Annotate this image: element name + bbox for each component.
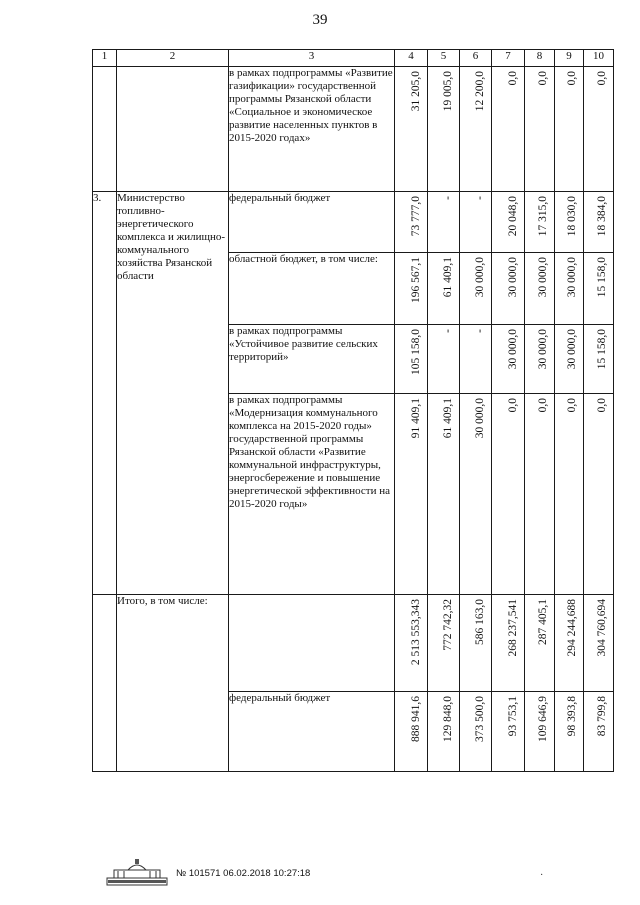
value-cell: 30 000,0: [555, 325, 584, 394]
row-description: в рамках подпрограммы «Развитие газификации» государственной программы Рязанской области «Социальное и экономическое развитие населенных пунктов в 2015-2020 годах»: [229, 67, 395, 192]
value-cell: 0,0: [492, 394, 525, 595]
value-cell: 20 048,0: [492, 192, 525, 253]
value-cell: -: [428, 192, 460, 253]
value-cell: 30 000,0: [492, 253, 525, 325]
document-footer: [106, 858, 506, 888]
value-cell: 586 163,0: [460, 595, 492, 692]
col-header: 2: [117, 50, 229, 67]
page-number: 39: [312, 12, 328, 28]
value-cell: 0,0: [525, 67, 555, 192]
value-cell: 15 158,0: [584, 325, 614, 394]
row-description: [229, 595, 395, 692]
row-description: в рамках подпрограммы «Модернизация коммунального комплекса на 2015-2020 годы» государственной программы Рязанской области «Развитие коммунальной инфраструктуры, энергосбережение и повышение энергетической эффективности на 2015-2020 годы»: [229, 394, 395, 595]
value-cell: 18 030,0: [555, 192, 584, 253]
value-cell: 12 200,0: [460, 67, 492, 192]
budget-table: [92, 49, 614, 772]
value-cell: 0,0: [555, 394, 584, 595]
row-description: в рамках подпрограммы «Устойчивое развитие сельских территорий»: [229, 325, 395, 394]
total-label: Итого, в том числе:: [117, 595, 229, 772]
value-cell: 91 409,1: [395, 394, 428, 595]
value-cell: 105 158,0: [395, 325, 428, 394]
value-cell: 18 384,0: [584, 192, 614, 253]
col-header: 9: [555, 50, 584, 67]
value-cell: 0,0: [492, 67, 525, 192]
value-cell: 0,0: [584, 394, 614, 595]
value-cell: 888 941,6: [395, 692, 428, 772]
col-header: 8: [525, 50, 555, 67]
building-logo-icon: [106, 858, 168, 886]
value-cell: 73 777,0: [395, 192, 428, 253]
value-cell: 15 158,0: [584, 253, 614, 325]
value-cell: 30 000,0: [492, 325, 525, 394]
col-header: 4: [395, 50, 428, 67]
ministry-name: Министерство топливно-энергетического комплекса и жилищно-коммунального хозяйства Рязанской области: [117, 192, 229, 595]
value-cell: 287 405,1: [525, 595, 555, 692]
value-cell: 0,0: [555, 67, 584, 192]
value-cell: 30 000,0: [525, 325, 555, 394]
value-cell: 373 500,0: [460, 692, 492, 772]
value-cell: 98 393,8: [555, 692, 584, 772]
value-cell: 772 742,32: [428, 595, 460, 692]
value-cell: 196 567,1: [395, 253, 428, 325]
value-cell: 304 760,694: [584, 595, 614, 692]
table-row: [93, 67, 614, 192]
value-cell: 0,0: [584, 67, 614, 192]
col-header: 1: [93, 50, 117, 67]
row-number: 3.: [93, 192, 117, 595]
row-description: областной бюджет, в том числе:: [229, 253, 395, 325]
table-row: [93, 192, 614, 253]
empty-cell: [93, 67, 117, 192]
row-description: федеральный бюджет: [229, 192, 395, 253]
value-cell: 30 000,0: [555, 253, 584, 325]
value-cell: 129 848,0: [428, 692, 460, 772]
value-cell: 0,0: [525, 394, 555, 595]
value-cell: 30 000,0: [460, 394, 492, 595]
empty-cell: [117, 67, 229, 192]
value-cell: 61 409,1: [428, 253, 460, 325]
row-description: федеральный бюджет: [229, 692, 395, 772]
col-header: 6: [460, 50, 492, 67]
value-cell: 93 753,1: [492, 692, 525, 772]
table-row: [93, 595, 614, 692]
col-header: 10: [584, 50, 614, 67]
value-cell: 83 799,8: [584, 692, 614, 772]
value-cell: 61 409,1: [428, 394, 460, 595]
value-cell: 31 205,0: [395, 67, 428, 192]
value-cell: 109 646,9: [525, 692, 555, 772]
value-cell: 294 244,688: [555, 595, 584, 692]
col-header: 5: [428, 50, 460, 67]
header-row: [93, 50, 614, 67]
document-id-stamp: № 101571 06.02.2018 10:27:18: [176, 868, 311, 879]
value-cell: 2 513 553,343: [395, 595, 428, 692]
value-cell: 30 000,0: [525, 253, 555, 325]
value-cell: 30 000,0: [460, 253, 492, 325]
col-header: 3: [229, 50, 395, 67]
col-header: 7: [492, 50, 525, 67]
value-cell: 268 237,541: [492, 595, 525, 692]
value-cell: -: [460, 325, 492, 394]
value-cell: -: [428, 325, 460, 394]
value-cell: -: [460, 192, 492, 253]
empty-cell: [93, 595, 117, 772]
pen-mark: ·: [540, 870, 544, 881]
value-cell: 17 315,0: [525, 192, 555, 253]
value-cell: 19 005,0: [428, 67, 460, 192]
